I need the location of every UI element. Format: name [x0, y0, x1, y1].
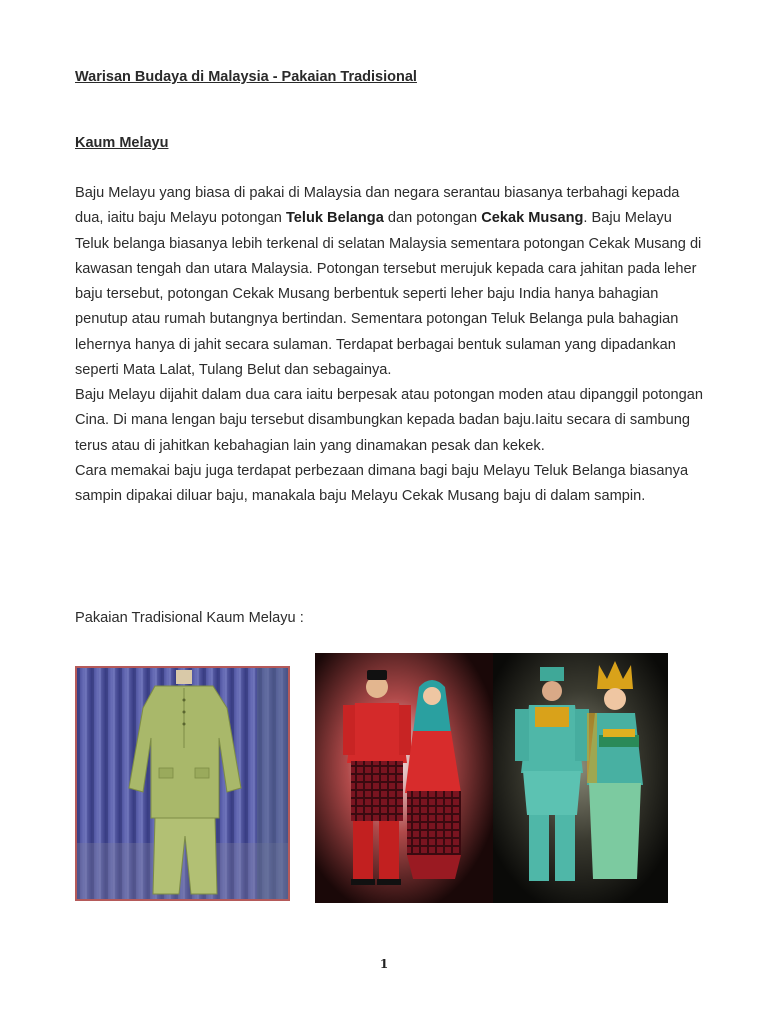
- paragraph-2: Baju Melayu dijahit dalam dua cara iaitu berpesak atau potongan moden atau dipanggil potongan Cina. Di mana lengan baju tersebut disambungkan kepada badan baju.Iaitu secara di sambung terus atau di jahitkan kebahagian lain yang dinamakan pesak dan kekek.: [75, 387, 703, 454]
- paragraph-1-part-1: Baju Melayu yang biasa di pakai di Malaysia dan negara serantau biasanya terbahagi kepada dua, iaitu baju Melayu potongan: [75, 185, 680, 227]
- page-number: 1: [379, 957, 389, 971]
- green-baju-melayu-icon: [77, 668, 288, 899]
- cekak-musang-term: Cekak Musang: [481, 210, 584, 227]
- section-title: Kaum Melayu: [75, 135, 169, 151]
- figure-caption: Pakaian Tradisional Kaum Melayu :: [75, 610, 304, 626]
- body-text: [75, 181, 705, 509]
- document-title: Warisan Budaya di Malaysia - Pakaian Tradisional: [75, 69, 417, 85]
- baju-melayu-photo: [75, 666, 290, 901]
- teluk-belanga-term: Teluk Belanga: [285, 210, 384, 227]
- paragraph-3: Cara memakai baju juga terdapat perbezaan dimana bagi baju Melayu Teluk Belanga biasanya sampin dipakai diluar baju, manakala baju Melayu Cekak Musang baju di dalam sampin.: [75, 462, 689, 504]
- paragraph-1-part-2: dan potongan: [383, 210, 482, 227]
- paragraph-1-part-3: . Baju Melayu Teluk belanga biasanya lebih terkenal di selatan Malaysia sementara potongan Cekak Musang di kawasan tengah dan utara Malaysia. Potongan tersebut merujuk kepada cara jahitan pada leher baju tersebut, potongan Cekak Musang berbentuk seperti leher baju India hanya bahagian penutup atau rumah butangnya bertindan. Sementara potongan Teluk Belanga pula bahagian lehernya hanya di jahit secara sulaman. Terdapat berbagai bentuk sulaman yang dipadankan seperti Mata Lalat, Tulang Belut dan sebagainya.: [75, 210, 702, 378]
- paragraph-1: [75, 181, 705, 383]
- traditional-costume-couples-icon: [315, 653, 668, 903]
- couples-photo: [315, 653, 668, 903]
